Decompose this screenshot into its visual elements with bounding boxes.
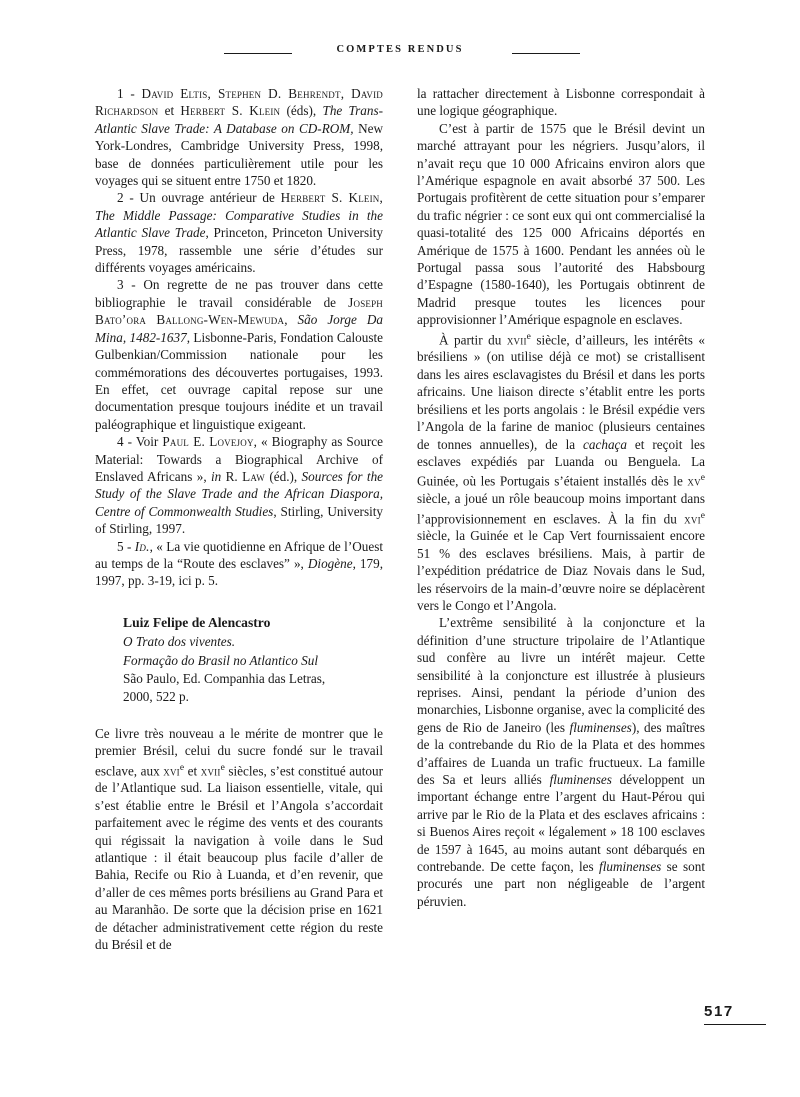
running-head-rule-right — [512, 53, 580, 54]
footnote-item — [95, 189, 383, 276]
review-paragraph — [417, 329, 705, 615]
text-run: C’est à partir de 1575 que le Brésil devint un marché attrayant pour les négriers. Jusqu’alors, il n’avait reçu que 10 000 Africains environ alors que l’Amérique espagnole en avait absorbé 37 500. Les Portugais profitèrent de cette situation pour s’emparer du trafic négrier : ce sont eux qui ont commercialisé la quasi-totalité des 125 000 Africains déportés en Amérique de 1575 à 1600. Pendant les années où le Portugal passa sous l’autorité des Habsbourg d’Espagne (1580-1640), les Portugais obtinrent de Madrid presque toutes les licences pour approvisionner l’Amérique espagnole en esclaves. — [417, 120, 705, 328]
small-caps-text: David Eltis, Stephen D. Behrendt, David Richardson — [95, 86, 383, 119]
book-year-pages: 2000, 522 p. — [123, 689, 189, 705]
small-caps-text: xvi — [163, 763, 180, 779]
small-caps-text: xvii — [506, 332, 527, 348]
review-paragraph — [417, 614, 705, 910]
text-run: 5 - — [117, 538, 135, 554]
page-number: 517 — [704, 1002, 734, 1020]
small-caps-text: Paul E. Lovejoy — [162, 434, 254, 450]
italic-text: Sources for the Study of the Slave Trade and the African Diaspora, Centre of Commonwealth Studies — [95, 468, 384, 519]
review-body-left — [95, 725, 383, 954]
italic-text: in — [210, 468, 222, 484]
italic-text: fluminenses — [599, 859, 662, 875]
text-run: et reçoit les esclaves expédiés par Luanda ou Benguela. La Guinée, où les Portugais s’étaient installés dès le — [417, 436, 705, 489]
book-title-2: Formação do Brasil no Atlantico Sul — [123, 652, 318, 668]
folio — [704, 1003, 766, 1025]
ordinal-superscript: e — [179, 762, 185, 773]
text-run: et — [184, 763, 201, 779]
italic-text: The Middle Passage: Comparative Studies in the Atlantic Slave Trade — [95, 207, 383, 241]
text-run: , 179, 1997, pp. 3-19, ici p. 5. — [95, 555, 383, 589]
text-run: Ce livre très nouveau a le mérite de montrer que le premier Brésil, celui du sucre fondé sur le travail esclave, aux — [95, 725, 383, 779]
footnote-item — [95, 538, 383, 590]
text-run: développent un important échange entre l’argent du Haut-Pérou qui arrive par le Rio de la Plata et des esclaves africains : si Buenos Aires reçoit « légalement » 18 100 esclaves de 1597 à 1645, au moins autant sont débarqués en contrebande. De cette façon, les — [417, 772, 706, 875]
text-run: (éds), — [280, 103, 323, 119]
small-caps-text: xvi — [684, 510, 701, 526]
italic-text: cachaça — [583, 436, 627, 452]
ordinal-superscript: e — [220, 762, 225, 773]
text-run: 4 - Voir — [117, 434, 163, 450]
review-body-right — [417, 85, 705, 910]
footnote-item — [95, 85, 383, 189]
text-run: , Stirling, University of Stirling, 1997. — [95, 503, 383, 537]
text-run: se sont procurés une part non négligeable de l’argent péruvien. — [417, 859, 705, 909]
italic-text: fluminenses — [569, 719, 632, 735]
column-left — [95, 85, 383, 953]
ordinal-superscript: e — [700, 473, 705, 484]
book-title-1: O Trato dos viventes. — [123, 634, 236, 650]
book-reference-block — [95, 614, 383, 707]
text-run: , Lisbonne-Paris, Fondation Calouste Gulbenkian/Commission nationale pour les commémorations des découvertes portugaises, 1993. En effet, cet ouvrage capital repose sur une documentation presque toujours inédite et un travail paléographique et linguistique exigeant. — [95, 329, 383, 432]
ordinal-superscript: e — [526, 331, 531, 342]
column-right — [417, 85, 705, 910]
italic-text: fluminenses — [549, 772, 612, 788]
text-run: R. — [221, 468, 243, 484]
text-run: 1 - — [117, 86, 142, 101]
text-run: (éd.), — [265, 468, 302, 484]
book-author: Luiz Felipe de Alencastro — [123, 614, 271, 630]
text-run: siècle, a joué un rôle beaucoup moins important dans l’approvisionnement en esclaves. À la fin du — [417, 491, 705, 526]
footnote-item — [95, 433, 383, 537]
text-run: , Princeton, Princeton University Press, 1978, rassemble une série d’études sur différents voyages américains. — [95, 225, 383, 276]
text-run: siècle, d’ailleurs, les intérêts « brésiliens » (on utilise déjà ce mot) se cristallisent dans les aires esclavagistes du Brésil et dans les ports africains. Une liaison directe s’établit entre les ports brésiliens et les ports angolais : le Brésil expédie vers l’Angola de la farine de manioc (plusieurs centaines de tonnes annuelles), de la — [417, 332, 705, 452]
text-run: et — [158, 103, 181, 119]
folio-rule — [704, 1024, 766, 1025]
review-paragraph — [417, 120, 705, 329]
italic-text: Diogène — [307, 555, 353, 571]
small-caps-text: Joseph Bato’ora Ballong-Wen-Mewuda — [95, 294, 383, 328]
small-caps-text: xv — [687, 473, 701, 489]
small-caps-text: Herbert S. Klein, — [280, 190, 383, 206]
ordinal-superscript: e — [700, 510, 705, 521]
text-run: siècles, s’est constitué autour de l’Atlantique sud. La liaison essentielle, vitale, qui s’est établie entre le Brésil et l’Angola s’accordait parfaitement avec le régime des vents et des courants qui régissait la navigation à voile dans le Sud atlantique : il était beaucoup plus facile d’aller de Bahia, Recife ou Rio à Luanda, et d’en revenir, que d’aller de ces mêmes ports brésiliens au Grand Para et au Maranhão. De sorte que la décision prise en 1621 de détacher administrativement cette région du reste du Brésil et de — [95, 763, 383, 953]
text-run: , « La vie quotidienne en Afrique de l’Ouest au temps de la “Route des esclaves” », — [95, 538, 383, 571]
footnotes-list — [95, 85, 383, 590]
text-run: ), des maîtres de la contrebande du Rio de la Plata et des hommes d’affaires de Luanda un trafic fructueux. La famille des Sa et leurs alliés — [417, 719, 705, 788]
text-run: New York-Londres, Cambridge University Press, 1998, base de données particulièrement utile pour les voyages qui se situent entre 1750 et 1820. — [95, 120, 383, 189]
text-run: , — [284, 312, 298, 328]
footnote-item — [95, 276, 383, 433]
small-caps-text: xvii — [200, 763, 221, 779]
text-run: 3 - On regrette de ne pas trouver dans cette bibliographie le travail considérable de — [95, 277, 383, 310]
text-run: la rattacher directement à Lisbonne correspondait à une logique géographique. — [417, 86, 705, 119]
text-run: siècle, la Guinée et le Cap Vert fournissaient encore 51 % des esclaves brésiliens. Mais, à partir de l’expédition prédatrice de Diaz Novais dans le Sud, les réservoirs de la main-d’œuvre noire se déplacèrent vers le Congo et l’Angola. — [417, 528, 705, 613]
text-run: 2 - Un ouvrage antérieur de — [117, 190, 281, 206]
review-paragraph — [95, 725, 383, 954]
text-run: , « Biography as Source Material: Towards a Biographical Archive of Enslaved Africans », — [95, 434, 384, 484]
text-run: L’extrême sensibilité à la conjoncture et la définition d’une structure tripolaire de l’Atlantique sud confère au livre un intérêt majeur. Cette sensibilité à la conjoncture est illustrée à plusieurs reprises. Ainsi, pendant la période d’union des monarchies, Lisbonne organise, avec la complicité des gens de Rio de Janeiro (les — [417, 615, 705, 735]
small-caps-italic-text: Id. — [134, 538, 150, 554]
review-paragraph — [417, 85, 705, 120]
text-run: À partir du — [439, 332, 507, 348]
italic-text: São Jorge Da Mina, 1482-1637 — [95, 312, 383, 345]
small-caps-text: Herbert S. Klein — [180, 103, 281, 119]
book-publisher: São Paulo, Ed. Companhia das Letras, — [123, 671, 326, 686]
small-caps-text: Law — [242, 468, 265, 484]
italic-text: The Trans-Atlantic Slave Trade: A Database on CD-ROM, — [95, 103, 383, 136]
running-head-title: COMPTES RENDUS — [336, 44, 464, 55]
running-head — [96, 44, 704, 62]
